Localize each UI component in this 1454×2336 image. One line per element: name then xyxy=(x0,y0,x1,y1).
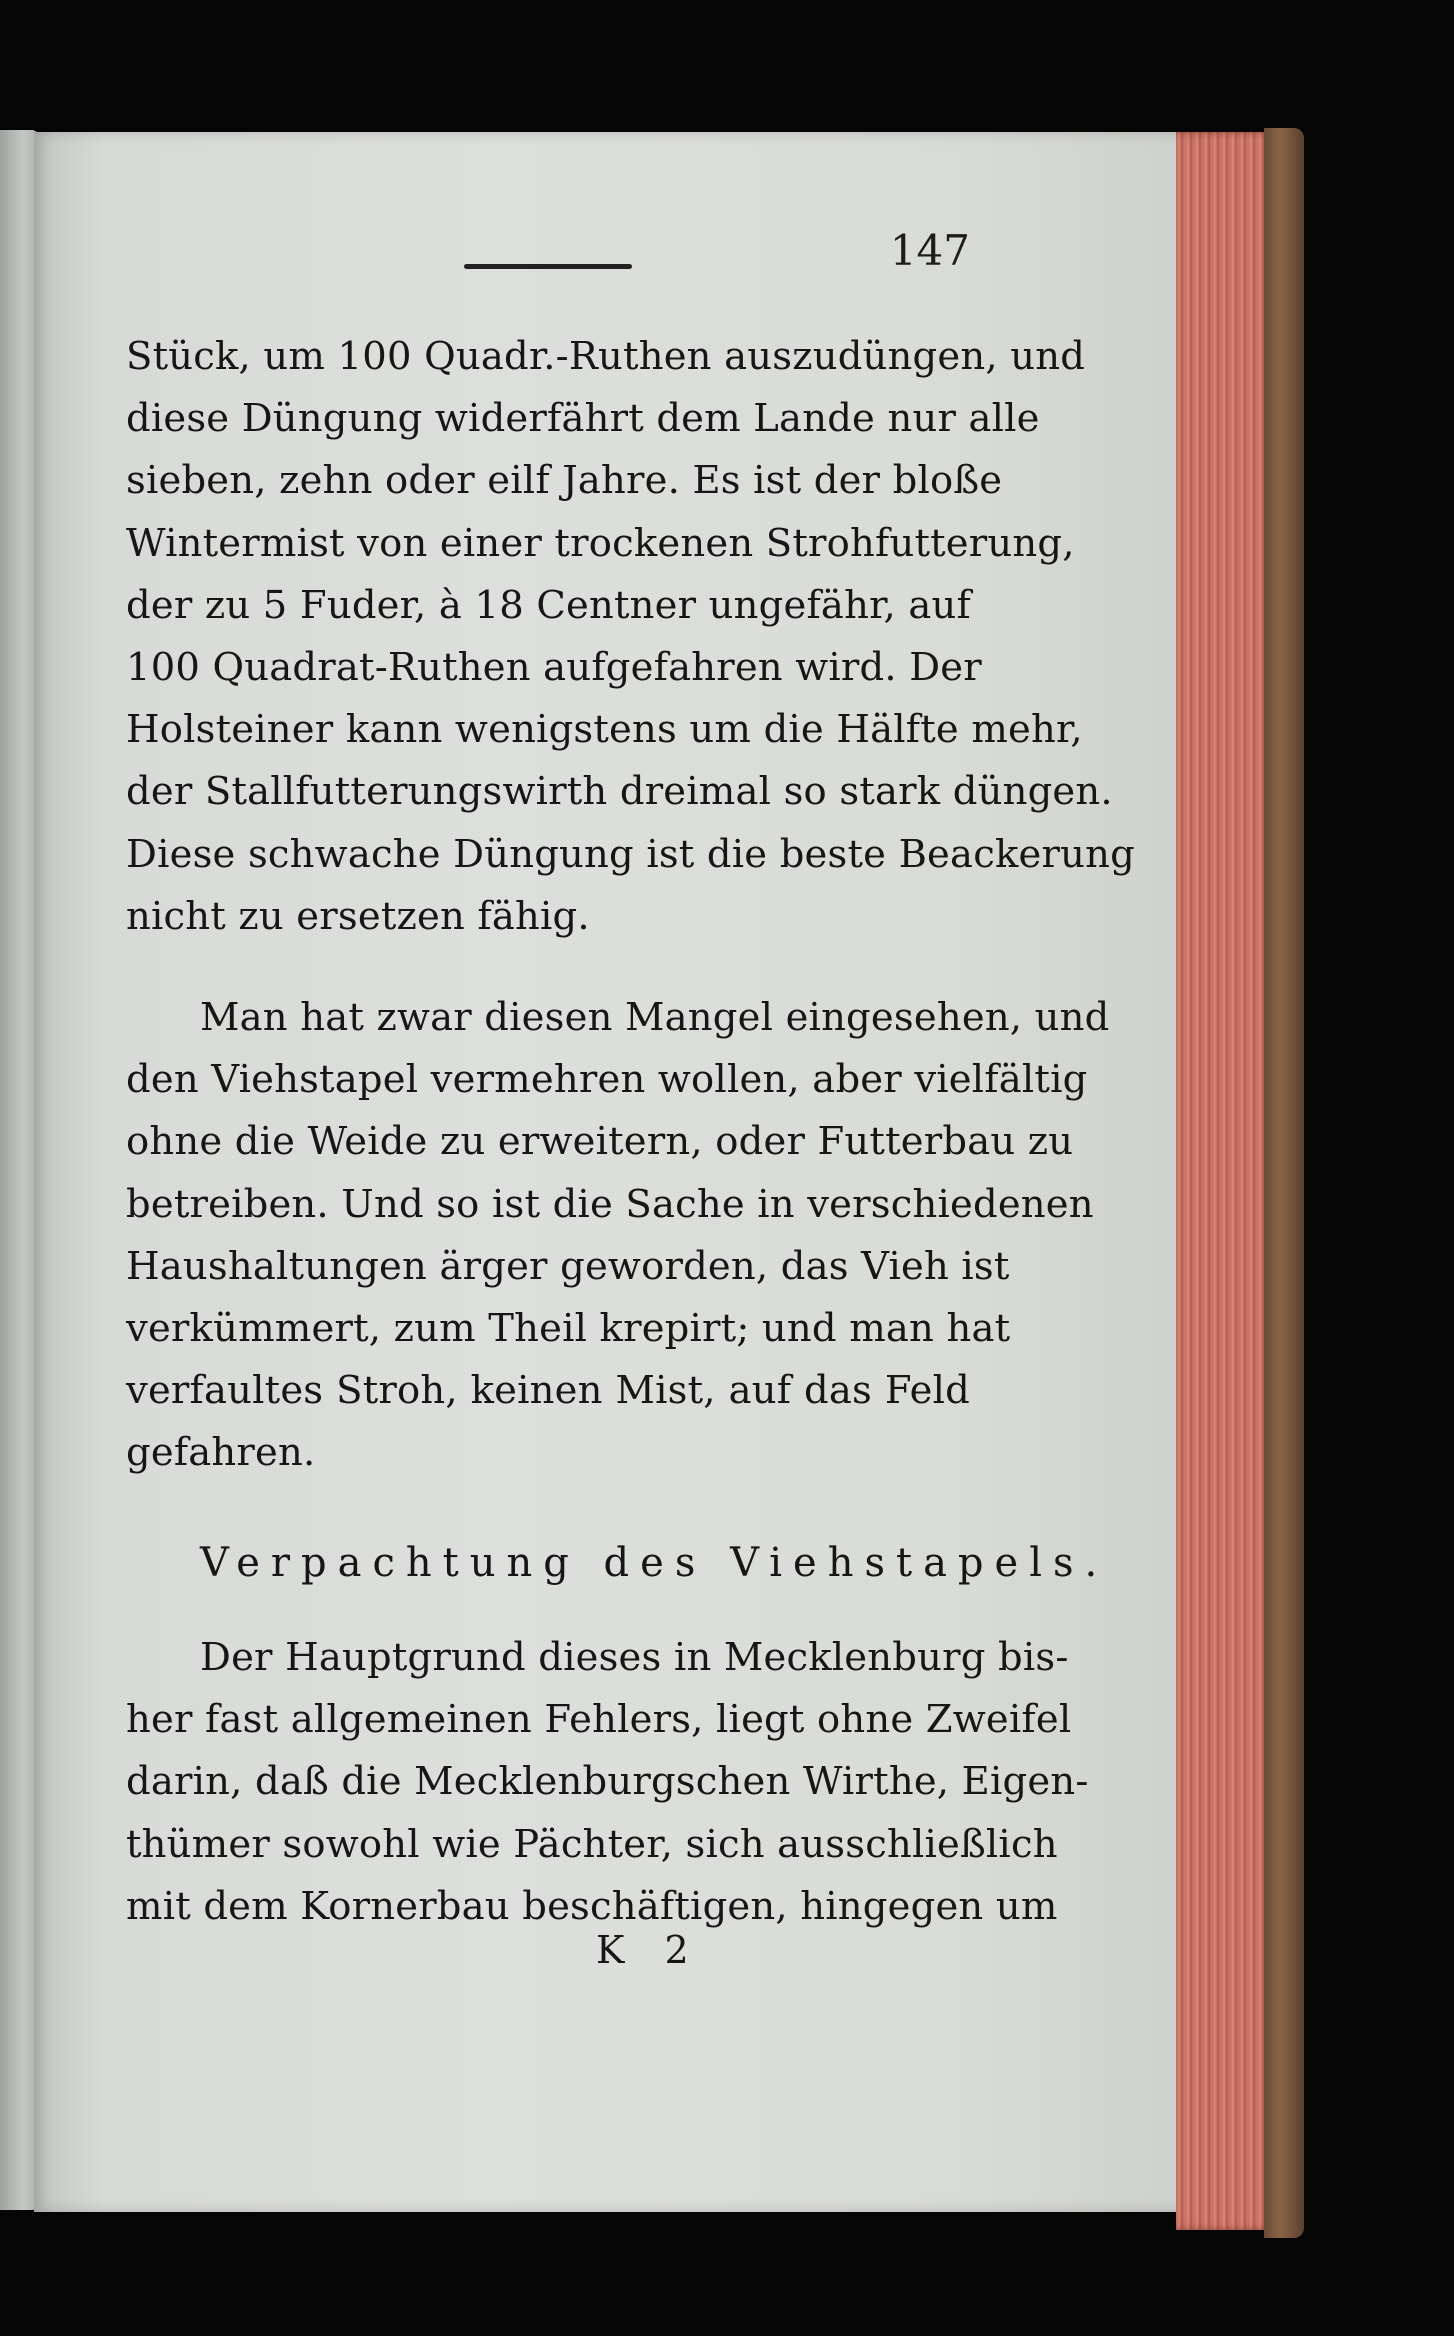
text-line: der zu 5 Fuder, à 18 Centner ungefähr, auf xyxy=(126,582,971,628)
page-number: 147 xyxy=(889,226,970,275)
signature-mark: K 2 xyxy=(596,1928,703,1972)
previous-page-edge xyxy=(0,130,38,2210)
paragraph-1 xyxy=(126,326,1135,948)
section-heading: Verpachtung des Viehstapels. xyxy=(200,1540,1109,1586)
text-line: Diese schwache Düngung ist die beste Beackerung xyxy=(126,831,1135,877)
text-line: 100 Quadrat-Ruthen aufgefahren wird. Der xyxy=(126,644,982,690)
text-line: mit dem Kornerbau beschäftigen, hingegen um xyxy=(126,1883,1058,1929)
paragraph-2 xyxy=(126,987,1110,1485)
text-line: verkümmert, zum Theil krepirt; und man hat xyxy=(126,1305,1011,1351)
book-cover-edge xyxy=(1264,128,1304,2238)
text-line: der Stallfutterungswirth dreimal so stark düngen. xyxy=(126,769,1113,815)
text-line: darin, daß die Mecklenburgschen Wirthe, Eigen- xyxy=(126,1759,1089,1805)
text-line: Holsteiner kann wenigstens um die Hälfte mehr, xyxy=(126,707,1083,753)
paragraph-3 xyxy=(126,1627,1089,1938)
text-line: sieben, zehn oder eilf Jahre. Es ist der bloße xyxy=(126,458,1003,504)
text-line: Man hat zwar diesen Mangel eingesehen, und xyxy=(200,995,1110,1040)
text-line: Der Hauptgrund dieses in Mecklenburg bis- xyxy=(200,1635,1069,1680)
text-line: Haushaltungen ärger geworden, das Vieh ist xyxy=(126,1243,1010,1289)
text-line: her fast allgemeinen Fehlers, liegt ohne Zweifel xyxy=(126,1697,1072,1743)
text-line: diese Düngung widerfährt dem Lande nur alle xyxy=(126,396,1040,442)
text-line: betreiben. Und so ist die Sache in verschiedenen xyxy=(126,1181,1094,1227)
text-line: nicht zu ersetzen fähig. xyxy=(126,893,590,939)
text-line: ohne die Weide zu erweitern, oder Futterbau zu xyxy=(126,1119,1074,1165)
text-line: thümer sowohl wie Pächter, sich ausschließlich xyxy=(126,1821,1058,1867)
text-line: verfaultes Stroh, keinen Mist, auf das Feld xyxy=(126,1368,970,1414)
text-line: Wintermist von einer trockenen Strohfutterung, xyxy=(126,520,1075,566)
text-line: den Viehstapel vermehren wollen, aber vielfältig xyxy=(126,1057,1088,1103)
page-edges xyxy=(1176,132,1274,2230)
text-line: gefahren. xyxy=(126,1430,316,1476)
text-line: Stück, um 100 Quadr.-Ruthen auszudüngen, und xyxy=(126,334,1086,379)
header-rule xyxy=(464,264,632,269)
